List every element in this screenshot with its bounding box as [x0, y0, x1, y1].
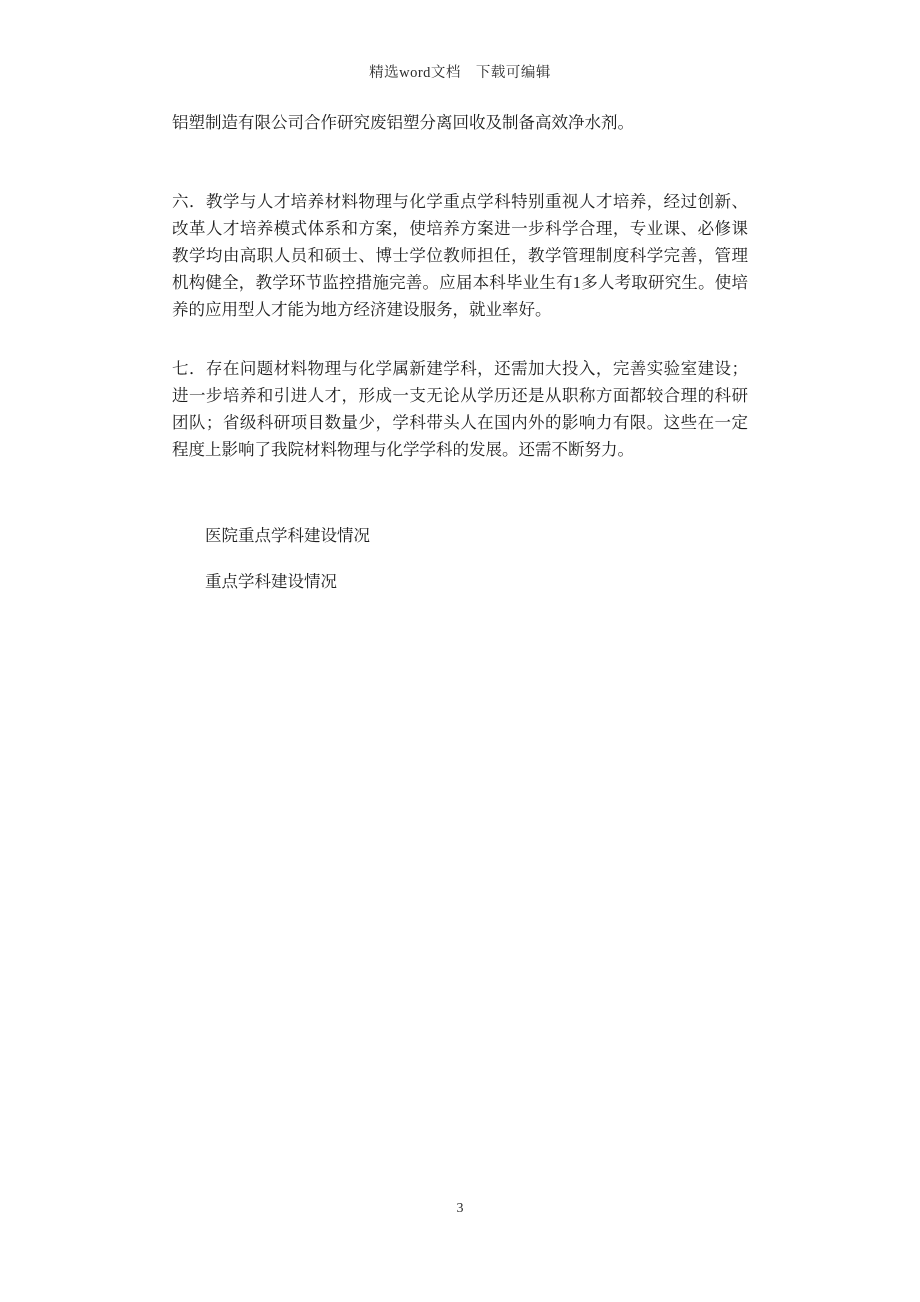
watermark-header: 精选word文档 下载可编辑 — [369, 65, 551, 81]
page-number: 3 — [456, 1201, 464, 1216]
paragraph-seven-existing-problems: 七．存在问题材料物理与化学属新建学科，还需加大投入，完善实验室建设；进一步培养和引进人才，形成一支无论从学历还是从职称方面都较合理的科研团队；省级科研项目数量少，学科带头人在国内外的影响力有限。这些在一定程度上影响了我院材料物理与化学学科的发展。还需不断努力。 — [172, 359, 748, 459]
intro-continuation-line: 铝塑制造有限公司合作研究废铝塑分离回收及制备高效净水剂。 — [172, 113, 634, 132]
caption-hospital-key-discipline: 医院重点学科建设情况 — [205, 526, 370, 545]
paragraph-six-teaching-talent: 六．教学与人才培养材料物理与化学重点学科特别重视人才培养，经过创新、改革人才培养模式体系和方案，使培养方案进一步科学合理，专业课、必修课教学均由高职人员和硕士、博士学位教师担任，教学管理制度科学完善，管理机构健全，教学环节监控措施完善。应届本科毕业生有1多人考取研究生。使培养的应用型人才能为地方经济建设服务，就业率好。 — [172, 192, 748, 319]
caption-key-discipline: 重点学科建设情况 — [205, 572, 337, 591]
